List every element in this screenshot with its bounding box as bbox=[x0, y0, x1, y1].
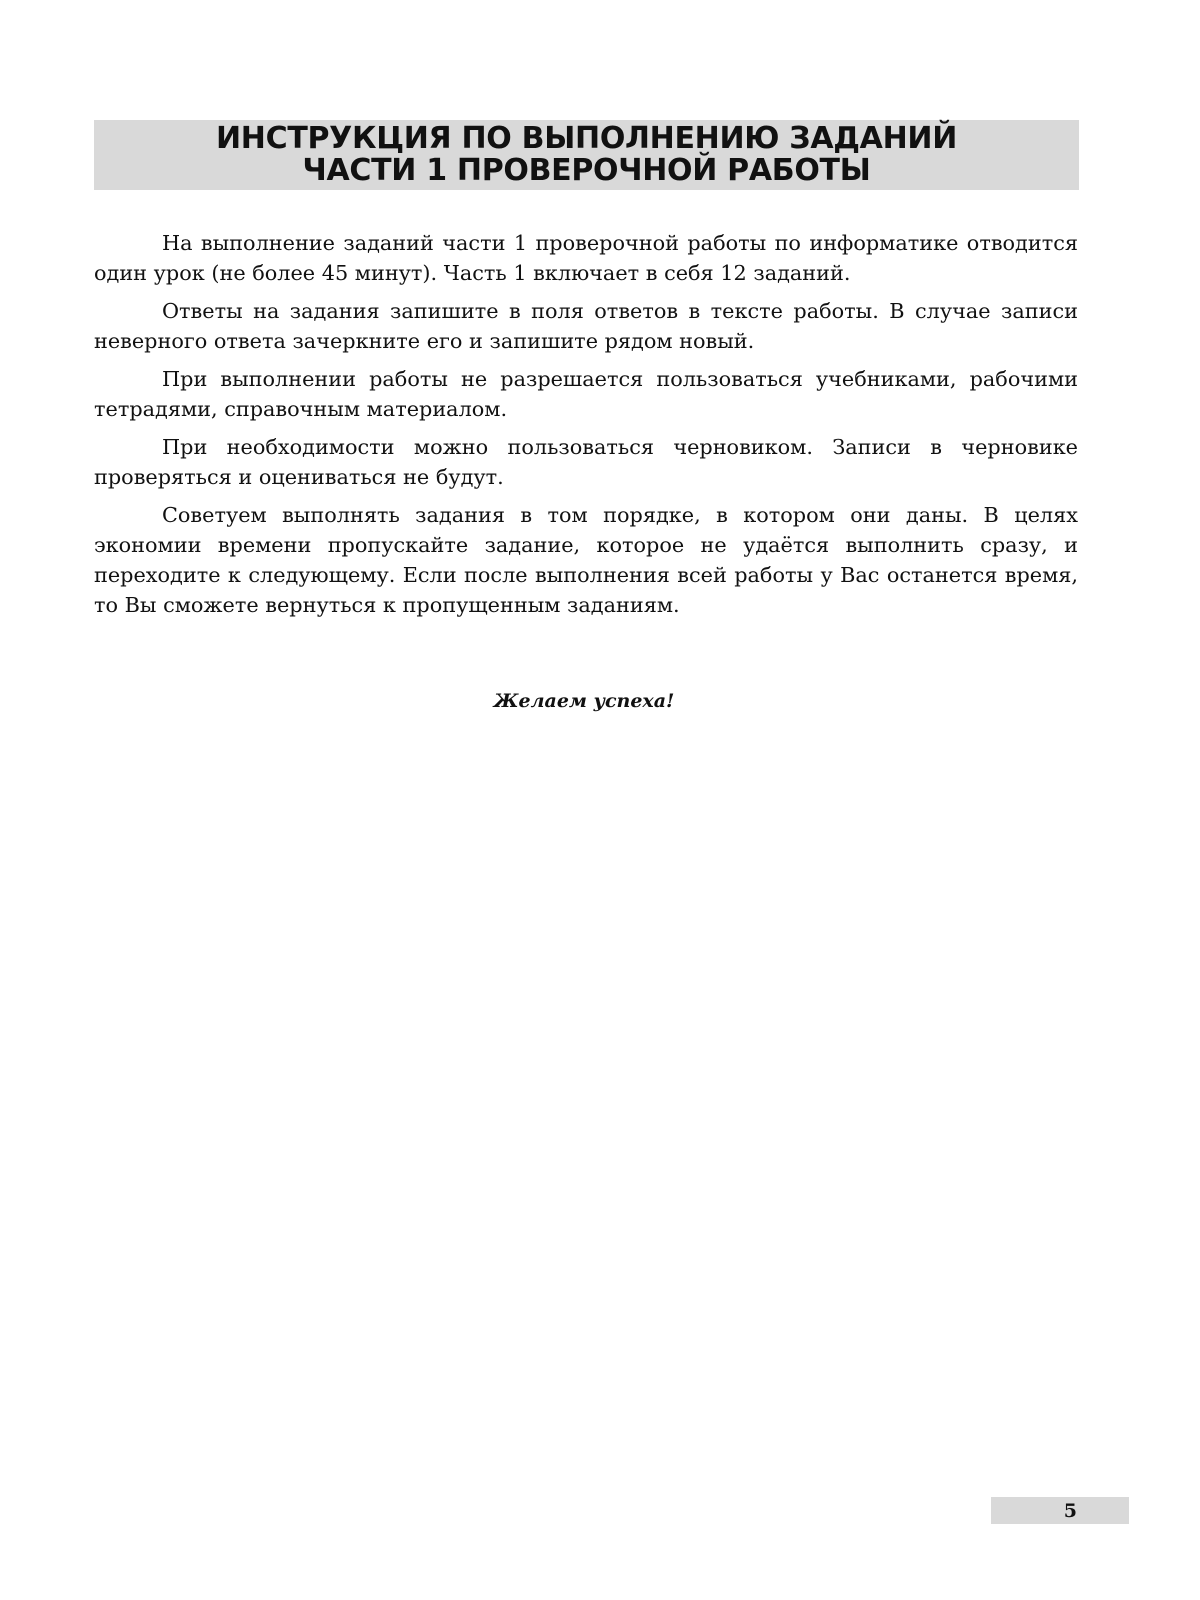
instruction-header bbox=[94, 120, 1079, 190]
paragraph-draft: При необходимости можно пользоваться черновиком. Записи в черновике проверяться и оцениваться не будут. bbox=[94, 435, 1078, 489]
instruction-body bbox=[94, 228, 1078, 628]
page-number: 5 bbox=[991, 1497, 1129, 1524]
header-title-line-1: ИНСТРУКЦИЯ ПО ВЫПОЛНЕНИЮ ЗАДАНИЙ bbox=[215, 120, 957, 156]
paragraph-answer-fields: Ответы на задания запишите в поля ответов в тексте работы. В случае записи неверного ответа зачеркните его и запишите рядом новый. bbox=[94, 299, 1078, 353]
paragraph-no-materials: При выполнении работы не разрешается пользоваться учебниками, рабочими тетрадями, справочным материалом. bbox=[94, 367, 1078, 421]
paragraph-advice: Советуем выполнять задания в том порядке, в котором они даны. В целях экономии времени пропускайте задание, которое не удаётся выполнить сразу, и переходите к следующему. Если после выполнения всей работы у Вас останется время, то Вы сможете вернуться к пропущенным заданиям. bbox=[94, 503, 1078, 617]
header-title-line-2: ЧАСТИ 1 ПРОВЕРОЧНОЙ РАБОТЫ bbox=[302, 153, 871, 188]
closing-wish: Желаем успеха! bbox=[493, 690, 675, 712]
paragraph-time-limit: На выполнение заданий части 1 проверочной работы по информатике отводится один урок (не более 45 минут). Часть 1 включает в себя 12 заданий. bbox=[94, 231, 1078, 285]
